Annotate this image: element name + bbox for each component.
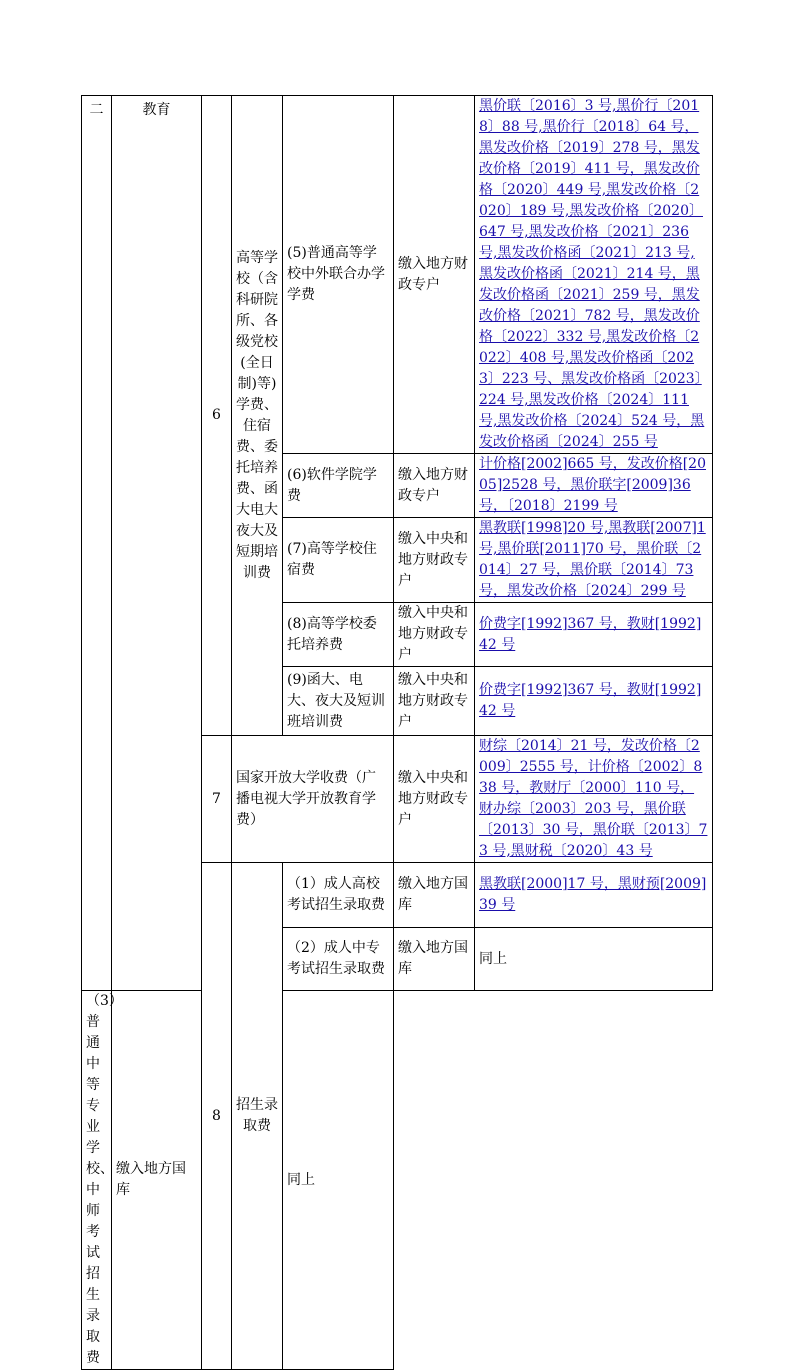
- item-name: (7)高等学校住宿费: [283, 518, 394, 603]
- category-number: 二: [82, 96, 112, 991]
- policy-basis[interactable]: [475, 603, 713, 667]
- fee-table: [81, 95, 713, 1370]
- collection-method: 缴入地方财政专户: [394, 454, 475, 518]
- policy-links[interactable]: 价费字[1992]367 号，教财[1992]42 号: [479, 615, 702, 653]
- policy-links[interactable]: 价费字[1992]367 号，教财[1992]42 号: [479, 682, 702, 719]
- group-name: 国家开放大学收费（广播电视大学开放教育学费）: [232, 736, 394, 863]
- policy-links[interactable]: 黑教联[2000]17 号，黑财预[2009]39 号: [479, 876, 707, 913]
- policy-basis[interactable]: [475, 518, 713, 603]
- policy-links[interactable]: 计价格[2002]665 号，发改价格[2005]2528 号，黑价联字[2009]36 号，〔2018〕2199 号: [479, 456, 707, 514]
- policy-basis: 同上: [283, 991, 394, 1370]
- policy-basis[interactable]: [475, 736, 713, 863]
- item-name: （1）成人高校考试招生录取费: [283, 863, 394, 928]
- collection-method: 缴入地方国库: [394, 928, 475, 991]
- collection-method: 缴入地方财政专户: [394, 96, 475, 454]
- table-row: [82, 991, 713, 1370]
- item-name: （2）成人中专考试招生录取费: [283, 928, 394, 991]
- category-name: 教育: [112, 96, 202, 991]
- item-name: （3）普通中等专业学校、中师考试招生录取费: [82, 991, 112, 1370]
- collection-method: 缴入地方国库: [112, 991, 202, 1370]
- group-name: 招生录取费: [232, 863, 283, 1370]
- policy-links[interactable]: 黑教联[1998]20 号,黑教联[2007]1 号,黑价联[2011]70 号，黑价联〔2014〕27 号，黑价联〔2014〕73 号，黑发改价格〔2024〕299 号: [479, 520, 706, 599]
- collection-method: 缴入中央和地方财政专户: [394, 603, 475, 667]
- group-number: 6: [202, 96, 232, 736]
- collection-method: 缴入中央和地方财政专户: [394, 667, 475, 736]
- policy-links[interactable]: 财综〔2014〕21 号，发改价格〔2009〕2555 号，计价格〔2002〕838 号，教财厅〔2000〕110 号，财办综〔2003〕203 号，黑价联〔2013〕30 号，黑价联〔2013〕73 号,黑财税〔2020〕43 号: [479, 738, 708, 859]
- policy-basis: 同上: [475, 928, 713, 991]
- item-name: (8)高等学校委托培养费: [283, 603, 394, 667]
- collection-method: 缴入中央和地方财政专户: [394, 518, 475, 603]
- group-name: 高等学校（含科研院所、各级党校(全日制)等)学费、住宿费、委托培养费、函大电大夜大及短期培训费: [232, 96, 283, 736]
- group-number: 7: [202, 736, 232, 863]
- policy-basis[interactable]: [475, 667, 713, 736]
- group-number: 8: [202, 863, 232, 1370]
- policy-basis[interactable]: [475, 96, 713, 454]
- item-name: (9)函大、电大、夜大及短训班培训费: [283, 667, 394, 736]
- item-name: (6)软件学院学费: [283, 454, 394, 518]
- collection-method: 缴入中央和地方财政专户: [394, 736, 475, 863]
- item-name: (5)普通高等学校中外联合办学学费: [283, 96, 394, 454]
- collection-method: 缴入地方国库: [394, 863, 475, 928]
- policy-links[interactable]: 黑价联〔2016〕3 号,黑价行〔2018〕88 号,黑价行〔2018〕64 号，黑发改价格〔2019〕278 号，黑发改价格〔2019〕411 号，黑发改价格〔2020〕449 号,黑发改价格〔2020〕189 号,黑发改价格〔2020〕647 号,黑发改价格〔2021〕236 号,黑发改价格函〔2021〕213 号,黑发改价格函〔2021〕214 号，黑发改价格函〔2021〕259 号，黑发改价格〔2021〕782 号，黑发改价格〔2022〕332 号,黑发改价格〔2022〕408 号,黑发改价格函〔2023〕223 号、黑发改价格函〔2023〕224 号,黑发改价格〔2024〕111 号,黑发改价格〔2024〕524 号，黑发改价格函〔2024〕255 号: [479, 98, 705, 450]
- policy-basis[interactable]: [475, 863, 713, 928]
- policy-basis[interactable]: [475, 454, 713, 518]
- table-row: [82, 96, 713, 454]
